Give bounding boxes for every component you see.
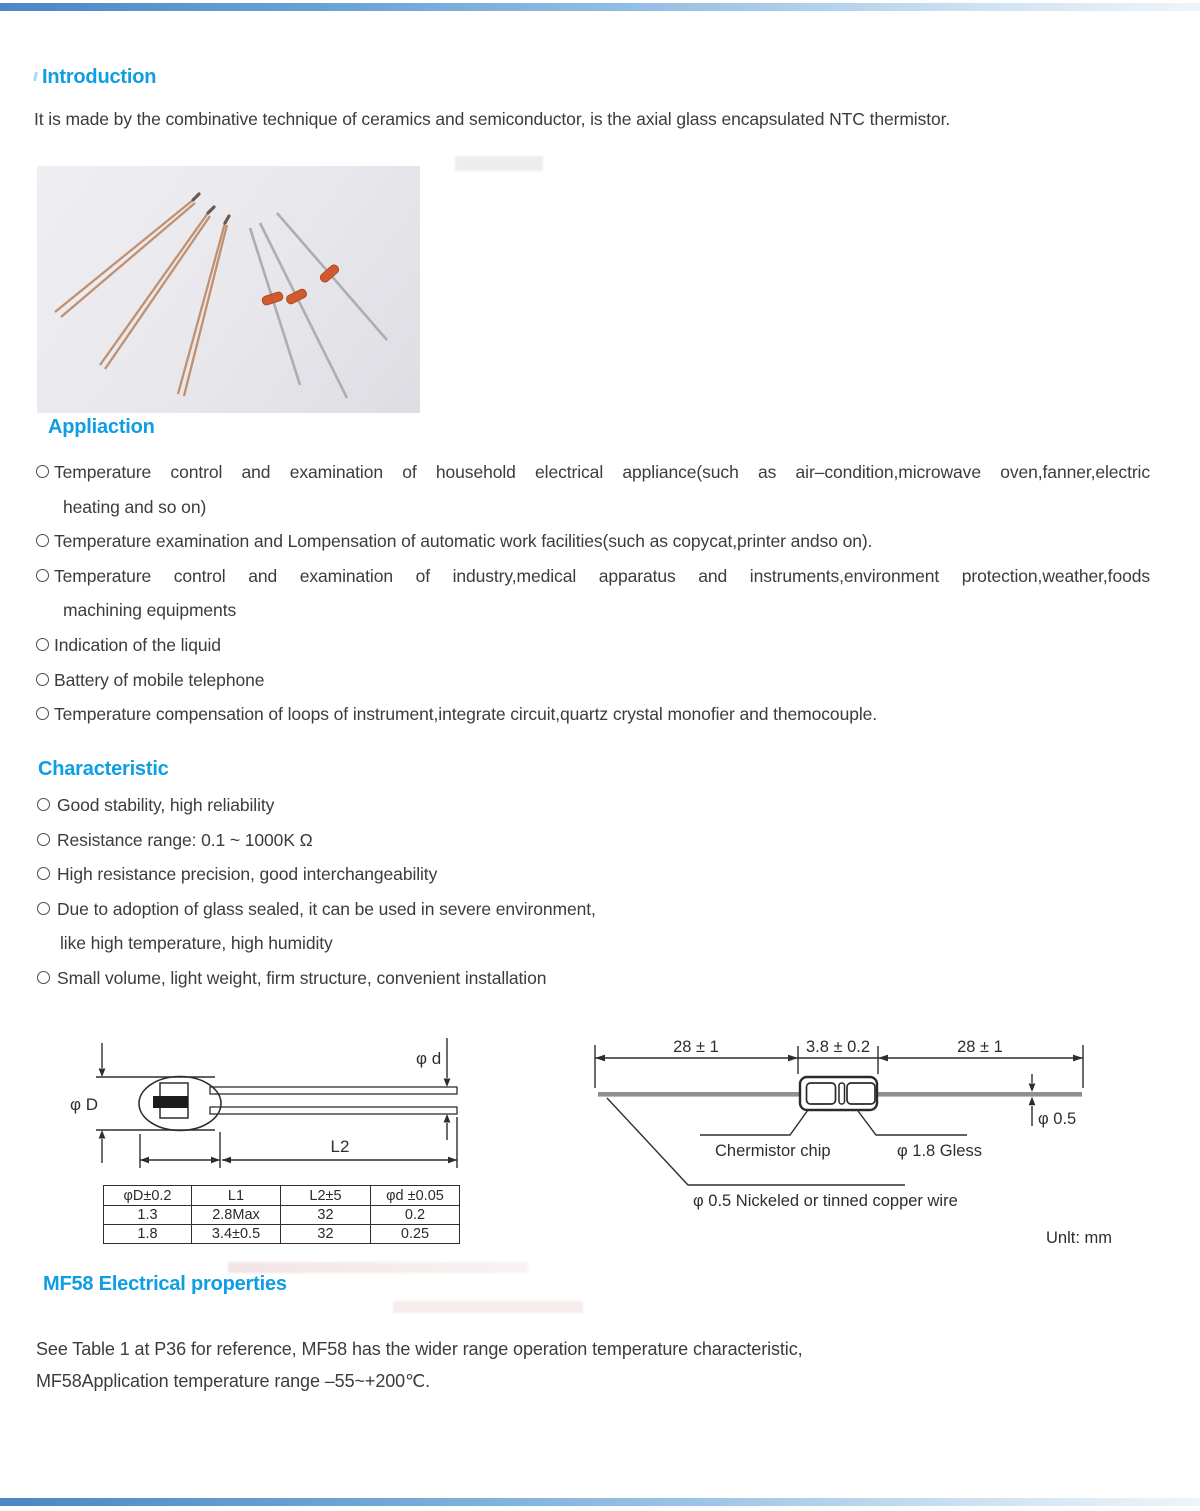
copper-wire-group: [55, 200, 227, 396]
list-item-text: Indication of the liquid: [54, 634, 221, 655]
list-item-text: like high temperature, high humidity: [60, 933, 333, 954]
copper-wire-label: φ 0.5 Nickeled or tinned copper wire: [693, 1192, 958, 1210]
L2-label: L2: [330, 1137, 350, 1156]
list-item-text: Due to adoption of glass sealed, it can be used in severe environment,: [57, 898, 596, 919]
list-item-continuation: [37, 926, 1037, 961]
table-cell: 0.25: [371, 1225, 460, 1244]
glass-label: φ 1.8 Gless: [897, 1142, 982, 1160]
list-item-text: heating and so on): [63, 496, 207, 517]
bottom-accent-bar: [0, 1498, 1200, 1506]
characteristic-list: [37, 788, 1037, 996]
list-item-continuation: [36, 490, 1150, 525]
bullet-circle-icon: [37, 902, 50, 915]
bullet-circle-icon: [36, 569, 49, 582]
list-item-text: Battery of mobile telephone: [54, 669, 265, 690]
top-accent-bar: [0, 3, 1200, 11]
table-cell: 3.4±0.5: [192, 1225, 281, 1244]
thermistor-bead-group: [261, 263, 340, 306]
electrical-paragraph-line: MF58Application temperature range –55~+200℃.: [36, 1371, 431, 1391]
list-item: [37, 823, 1037, 858]
chip-band: [153, 1096, 188, 1108]
list-item-text: Small volume, light weight, firm structure, convenient installation: [57, 967, 547, 988]
list-item-text: Good stability, high reliability: [57, 795, 275, 815]
probe-tip-group: [193, 194, 229, 223]
unit-label: Unlt: mm: [1046, 1229, 1112, 1247]
table-header-cell: L2±5: [281, 1186, 371, 1206]
table-cell: 2.8Max: [192, 1206, 281, 1225]
application-list: [36, 455, 1150, 732]
scan-artifact-smudge: [393, 1301, 583, 1313]
electrical-paragraph-line: See Table 1 at P36 for reference, MF58 has the wider range operation temperature characteristic,: [36, 1339, 803, 1359]
list-item-text: Temperature examination and Lompensation of automatic work facilities(such as copycat,printer andso on).: [54, 531, 873, 552]
list-item: [36, 559, 1150, 594]
table-header-row: [104, 1186, 460, 1206]
section-title-introduction: Introduction: [42, 66, 157, 88]
list-item-text: Resistance range: 0.1 ~ 1000K Ω: [57, 829, 313, 850]
table-cell: 32: [281, 1206, 371, 1225]
list-item-text: Temperature control and examination of household electrical appliance(such as air–condition,microwave oven,fanner,electric: [54, 462, 1150, 482]
list-item: [37, 788, 1037, 823]
dimension-diagram-left: [60, 1030, 480, 1180]
list-item-continuation: [36, 593, 1150, 628]
bullet-circle-icon: [36, 707, 49, 720]
table-cell: 32: [281, 1225, 371, 1244]
table-header-cell: φd ±0.05: [371, 1186, 460, 1206]
table-cell: 1.8: [104, 1225, 192, 1244]
bullet-circle-icon: [37, 798, 50, 811]
table-cell: 0.2: [371, 1206, 460, 1225]
scan-artifact-tick: [33, 72, 38, 81]
dim-28-right: 28 ± 1: [957, 1038, 1003, 1056]
bullet-circle-icon: [37, 867, 50, 880]
scan-artifact-smudge: [228, 1262, 528, 1273]
list-item-text: Temperature compensation of loops of instrument,integrate circuit,quartz crystal monofier and themocouple.: [54, 704, 878, 725]
table-row: [104, 1225, 460, 1244]
list-item: [36, 628, 1150, 663]
bullet-circle-icon: [36, 465, 49, 478]
silver-wire-group: [250, 213, 387, 398]
bullet-circle-icon: [36, 673, 49, 686]
table-cell: 1.3: [104, 1206, 192, 1225]
thermistor-photo-graphic: [37, 166, 420, 413]
list-item: [37, 857, 1037, 892]
bullet-circle-icon: [36, 534, 49, 547]
glass-body: [800, 1077, 877, 1110]
bullet-circle-icon: [36, 638, 49, 651]
phi-0.5-label: φ 0.5: [1038, 1110, 1077, 1128]
section-title-electrical: MF58 Electrical properties: [43, 1273, 287, 1295]
table-header-cell: φD±0.2: [104, 1186, 192, 1206]
table-header-cell: L1: [192, 1186, 281, 1206]
phi-D-label: φ D: [70, 1095, 99, 1114]
electrical-paragraph: [36, 1333, 803, 1397]
list-item: [36, 663, 1150, 698]
list-item-text: Temperature control and examination of industry,medical apparatus and instruments,environment protection,weather,foods: [54, 565, 1150, 586]
list-item: [36, 524, 1150, 559]
list-item: [37, 961, 1037, 996]
bullet-circle-icon: [37, 833, 50, 846]
dim-3.8: 3.8 ± 0.2: [805, 1038, 871, 1056]
phi-d-label: φ d: [416, 1049, 442, 1068]
section-title-characteristic: Characteristic: [38, 758, 169, 780]
thermistor-photo: [37, 166, 420, 413]
table-row: [104, 1206, 460, 1225]
list-item: [36, 697, 1150, 732]
scan-artifact-smudge: [455, 156, 543, 171]
dimension-diagram-right: [560, 1030, 1120, 1250]
dim-28-left: 28 ± 1: [673, 1038, 719, 1056]
dimension-table: [103, 1185, 460, 1244]
list-item: [36, 455, 1150, 490]
list-item: [37, 892, 1037, 927]
chermistor-chip-label: Chermistor chip: [715, 1142, 831, 1160]
list-item-text: machining equipments: [63, 600, 237, 621]
introduction-paragraph: It is made by the combinative technique of ceramics and semiconductor, is the axial glass encapsulated NTC thermistor.: [34, 109, 951, 129]
list-item-text: High resistance precision, good interchangeability: [57, 864, 438, 885]
bullet-circle-icon: [37, 971, 50, 984]
section-title-application: Appliaction: [48, 416, 155, 438]
